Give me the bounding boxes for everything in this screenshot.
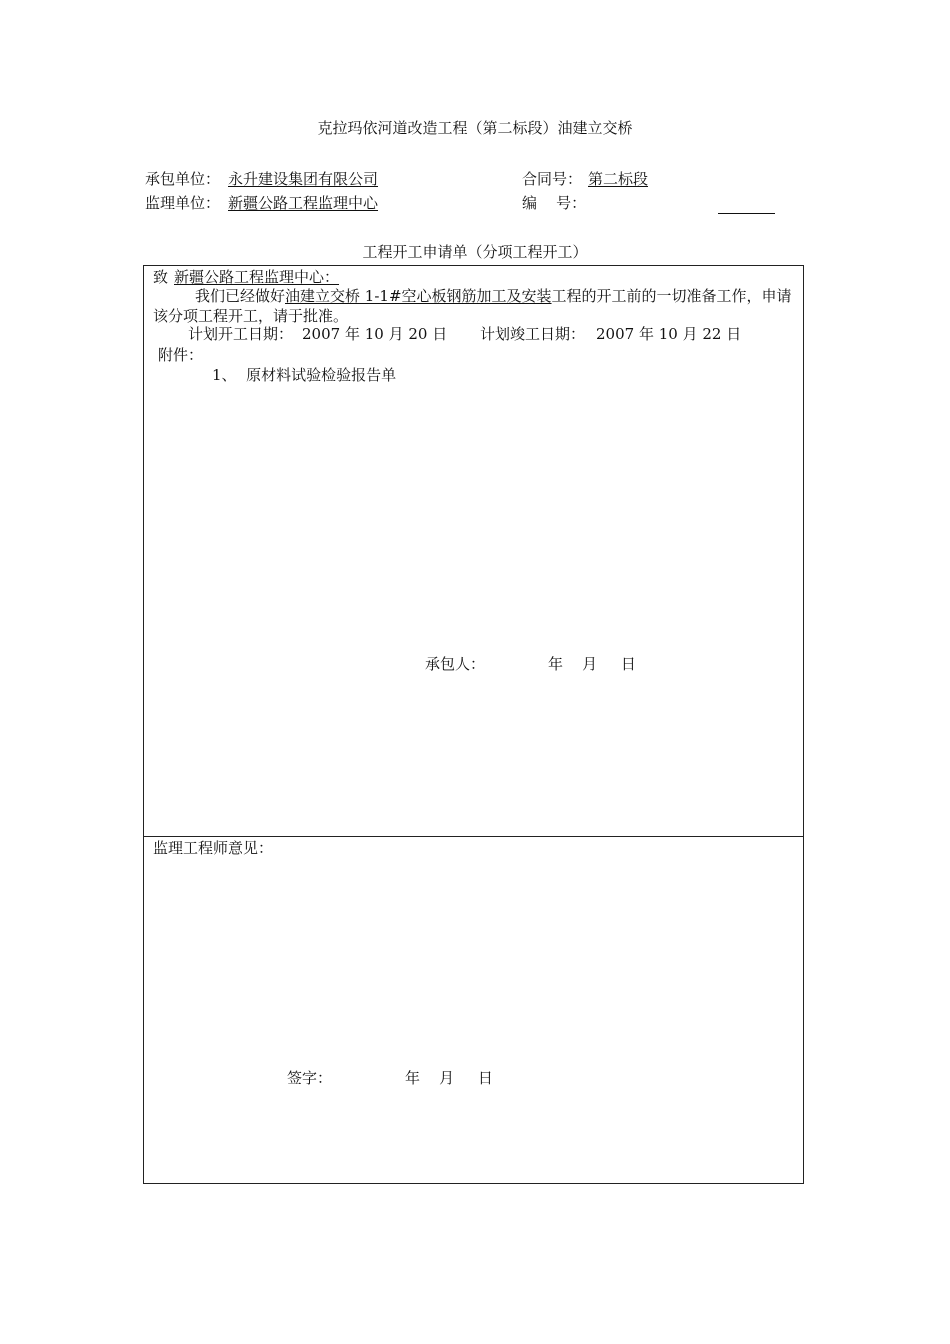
body-suffix: 工程的开工前的一切准备工作，申请该分项工程开工，请于批准。 [153, 287, 792, 325]
planned-start-value: 2007 年 10 月 20 日 [302, 325, 448, 343]
planned-end-label: 计划竣工日期： [480, 325, 586, 343]
application-body [153, 286, 797, 326]
planned-start-label: 计划开工日期： [188, 325, 294, 343]
contract-no-value: 第二标段 [588, 170, 649, 188]
supervisor-sign-label: 签字： [287, 1069, 333, 1087]
section-divider [144, 836, 803, 837]
number-blank-line [718, 213, 775, 214]
contractor-sign-label: 承包人： [425, 655, 486, 673]
form-title: 工程开工申请单（分项工程开工） [362, 243, 588, 261]
supervisor-sign-date: 年 月 日 [405, 1069, 493, 1087]
planned-end-value: 2007 年 10 月 22 日 [596, 325, 742, 343]
contractor-label: 承包单位： [145, 170, 221, 188]
attachments-label: 附件： [158, 346, 204, 364]
to-label: 致 [153, 268, 169, 286]
contract-no-label: 合同号： [522, 170, 583, 188]
body-prefix: 我们已经做好 [195, 287, 286, 305]
supervisor-label: 监理单位： [145, 194, 221, 212]
contractor-value: 永升建设集团有限公司 [228, 170, 379, 188]
attachment-item-1: 1、 原材料试验检验报告单 [212, 366, 397, 384]
number-label: 编 号： [522, 194, 587, 212]
document-title: 克拉玛依河道改造工程（第二标段）油建立交桥 [317, 119, 633, 137]
supervisor-opinion-label: 监理工程师意见： [153, 839, 274, 857]
contractor-sign-date: 年 月 日 [548, 655, 636, 673]
application-form-box [143, 265, 804, 1184]
body-project: 油建立交桥 1-1#空心板钢筋加工及安装 [285, 287, 552, 305]
to-value: 新疆公路工程监理中心： [174, 268, 340, 286]
supervisor-value: 新疆公路工程监理中心 [228, 194, 379, 212]
